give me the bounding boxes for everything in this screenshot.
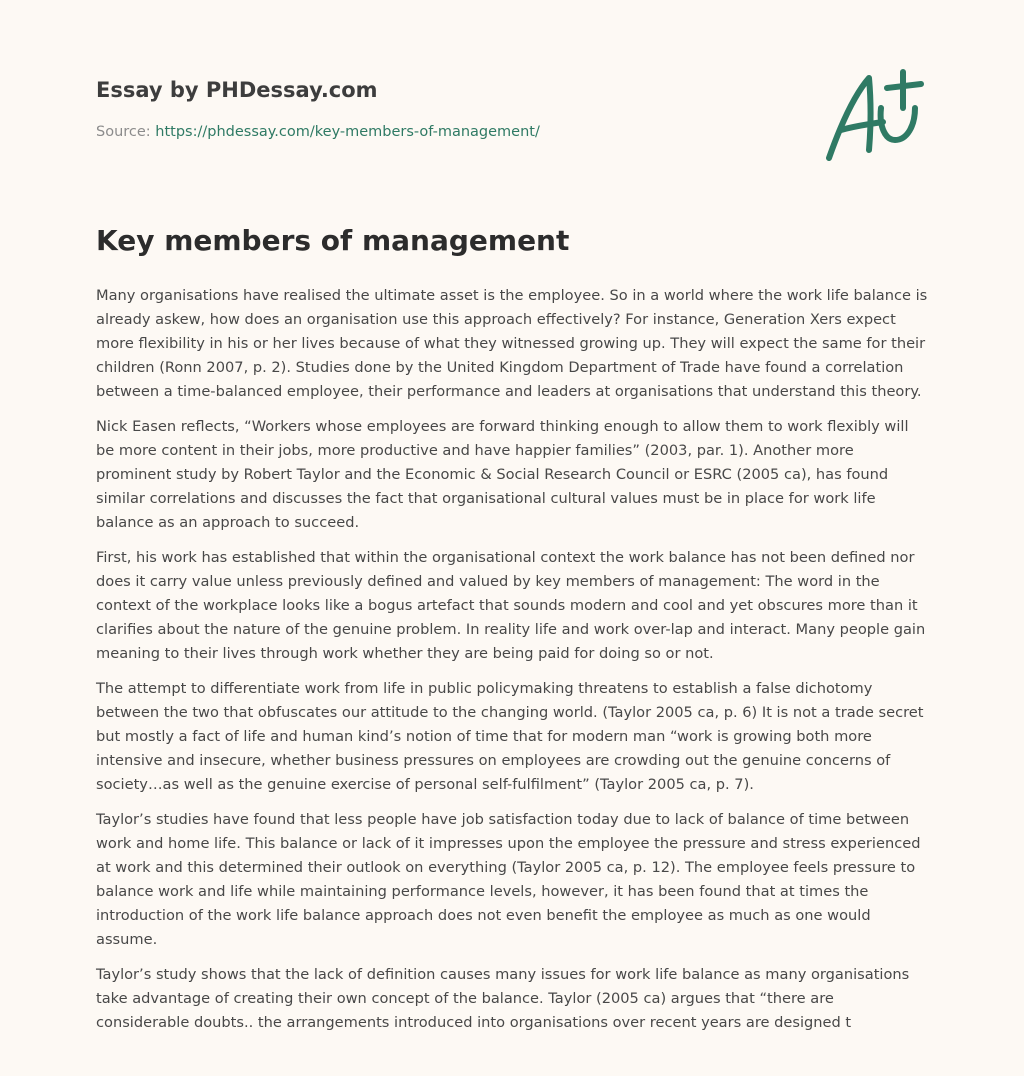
source-link[interactable]: https://phdessay.com/key-members-of-management/ — [155, 124, 540, 140]
essay-paragraph: Nick Easen reflects, “Workers whose employees are forward thinking enough to allow them to work flexibly will be more content in their jobs, more productive and have happier families” (2003, par. 1). Another more prominent study by Robert Taylor and the Economic & Social Research Council or ESRC (2005 ca), has found similar correlations and discusses the fact that organisational cultural values must be in place for work life balance as an approach to succeed. — [96, 418, 909, 531]
essay-paragraph: Taylor’s studies have found that less people have job satisfaction today due to lack of balance of time between work and home life. This balance or lack of it impresses upon the employee the pressure and stress experienced at work and this determined their outlook on everything (Taylor 2005 ca, p. 12). The employee feels pressure to balance work and life while maintaining performance levels, however, it has been found that at times the introduction of the work life balance approach does not even benefit the employee as much as one would assume. — [96, 811, 921, 948]
source-line — [96, 124, 540, 140]
essay-title: Key members of management — [96, 224, 570, 257]
source-label: Source: — [96, 124, 151, 140]
essay-paragraph: First, his work has established that within the organisational context the work balance has not been defined nor does it carry value unless previously defined and valued by key members of management: The word in the context of the workplace looks like a bogus artefact that sounds modern and cool and yet obscures more than it clarifies about the nature of the genuine problem. In reality life and work over-lap and interact. Many people gain meaning to their lives through work whether they are being paid for doing so or not. — [96, 549, 926, 662]
essay-paragraph: Many organisations have realised the ultimate asset is the employee. So in a world where the work life balance is already askew, how does an organisation use this approach effectively? For instance, Generation Xers expect more flexibility in his or her lives because of what they witnessed growing up. They will expect the same for their children (Ronn 2007, p. 2). Studies done by the United Kingdom Department of Trade have found a correlation between a time-balanced employee, their performance and leaders at organisations that understand this theory. — [96, 287, 928, 400]
essay-paragraph: The attempt to differentiate work from life in public policymaking threatens to establish a false dichotomy between the two that obfuscates our attitude to the changing world. (Taylor 2005 ca, p. 6) It is not a trade secret but mostly a fact of life and human kind’s notion of time that for modern man “work is growing both more intensive and insecure, whether business pressures on employees are crowding out the genuine concerns of society…as well as the genuine exercise of personal self-fulfilment” (Taylor 2005 ca, p. 7). — [96, 680, 924, 793]
site-title: Essay by PHDessay.com — [96, 78, 378, 102]
a-plus-logo-icon — [821, 64, 931, 168]
essay-paragraph: Taylor’s study shows that the lack of definition causes many issues for work life balance as many organisations take advantage of creating their own concept of the balance. Taylor (2005 ca) argues that “there are considerable doubts.. the arrangements introduced into organisations over recent years are designed t — [96, 966, 910, 1031]
essay-body — [96, 284, 928, 1046]
